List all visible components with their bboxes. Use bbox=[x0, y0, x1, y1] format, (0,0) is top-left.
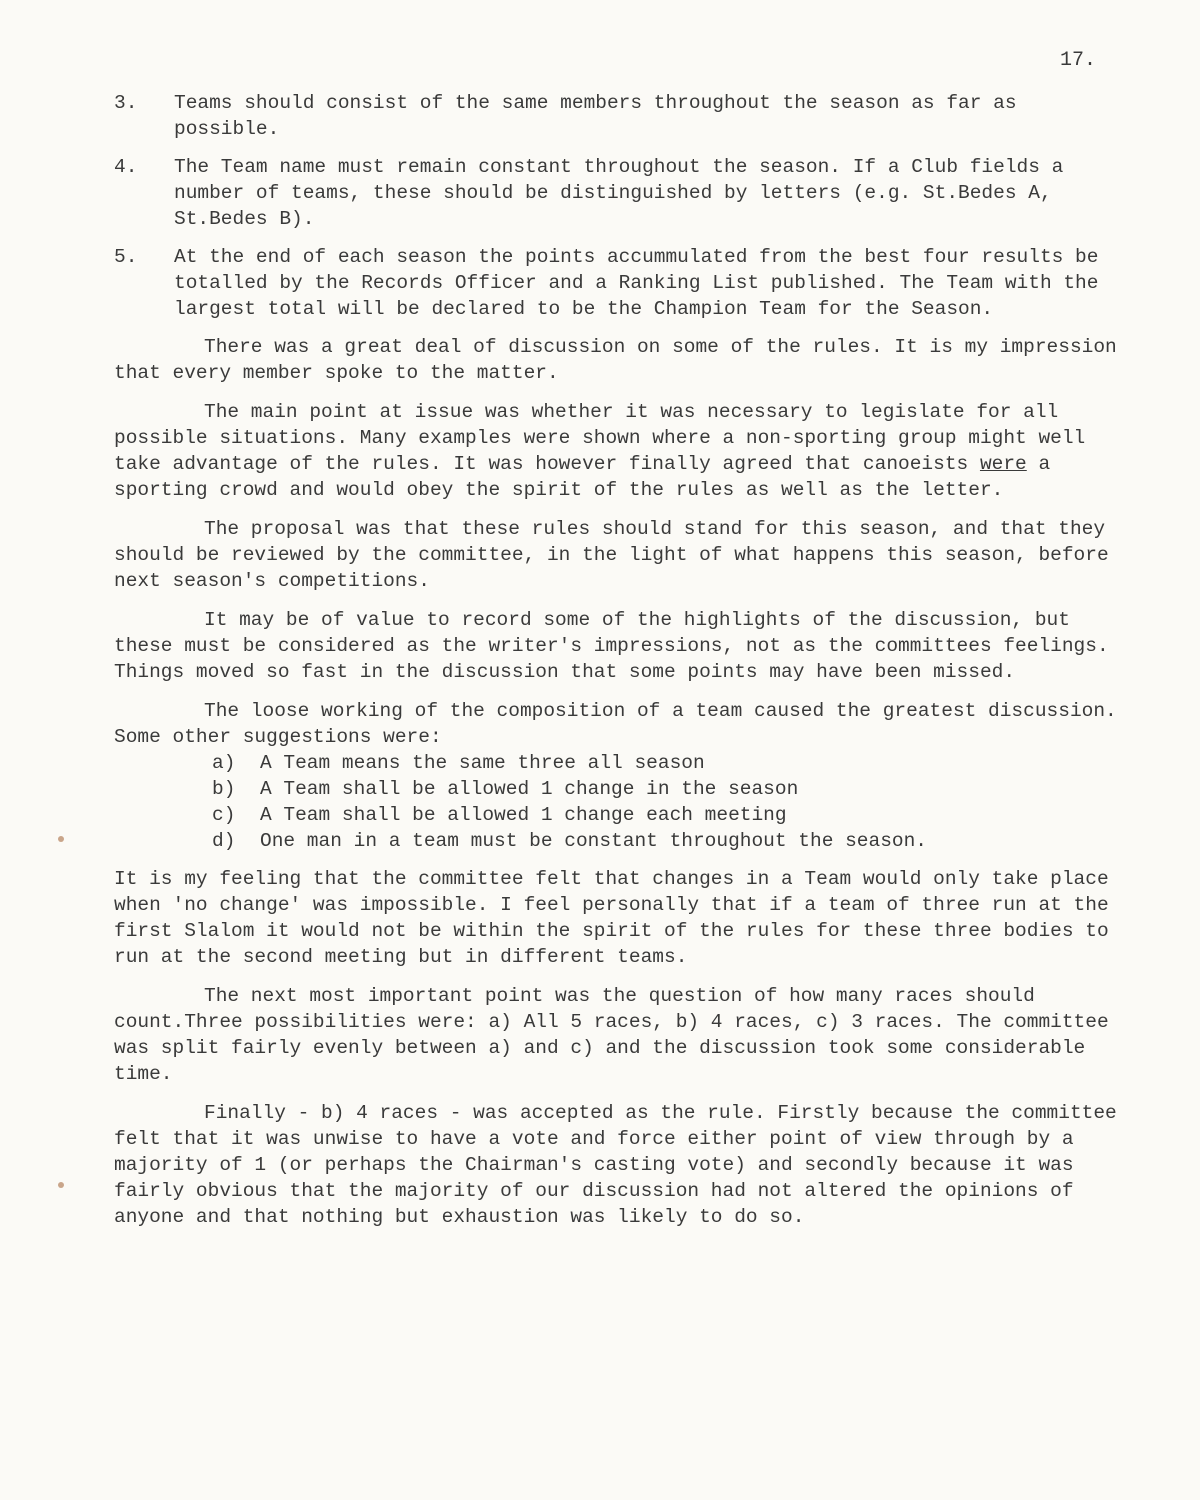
suggestion-text: One man in a team must be constant throughout the season. bbox=[260, 830, 928, 852]
document-body bbox=[114, 90, 1124, 1243]
suggestion-item bbox=[212, 776, 1124, 802]
rule-text: Teams should consist of the same members throughout the season as far as possible. bbox=[174, 92, 1017, 140]
suggestion-item bbox=[212, 750, 1124, 776]
suggestion-item bbox=[212, 802, 1124, 828]
suggestion-label: a) bbox=[212, 752, 236, 774]
suggestion-label: d) bbox=[212, 830, 236, 852]
paragraph-main-point bbox=[114, 399, 1124, 503]
paragraph-race-count: The next most important point was the question of how many races should count.Three possibilities were: a) All 5 races, b) 4 races, c) 3 races. The committee was split fairly evenly between a) and c) and the discussion took some considerable time. bbox=[114, 985, 1109, 1085]
rule-number: 3. bbox=[114, 92, 138, 114]
paragraph-feeling: It is my feeling that the committee felt that changes in a Team would only take place when 'no change' was impossible. I feel personally that if a team of three run at the first Slalom it would not be within the spirit of the rules for these three bodies to run at the second meeting but in different teams. bbox=[114, 868, 1109, 968]
suggestion-label: c) bbox=[212, 804, 236, 826]
paragraph-team-composition: The loose working of the composition of a team caused the greatest discussion. Some other suggestions were: bbox=[114, 700, 1117, 748]
page-number: 17. bbox=[1059, 49, 1096, 72]
suggestion-text: A Team shall be allowed 1 change each meeting bbox=[260, 804, 787, 826]
paragraph-discussion: There was a great deal of discussion on some of the rules. It is my impression that every member spoke to the matter. bbox=[114, 336, 1117, 384]
suggestion-text: A Team means the same three all season bbox=[260, 752, 705, 774]
text-segment: The main point at issue was whether it was necessary to legislate for all possible situations. Many examples were shown where a non-sporting group might well take advantage of the rules. It was however finally agreed that canoeists bbox=[114, 401, 1086, 475]
rule-item bbox=[114, 90, 1124, 142]
paragraph-proposal: The proposal was that these rules should stand for this season, and that they should be reviewed by the committee, in the light of what happens this season, before next season's competitions. bbox=[114, 518, 1109, 592]
suggestion-list bbox=[212, 750, 1124, 854]
rule-number: 5. bbox=[114, 246, 138, 268]
rule-text: The Team name must remain constant throughout the season. If a Club fields a number of teams, these should be distinguished by letters (e.g. St.Bedes A, St.Bedes B). bbox=[174, 156, 1064, 230]
suggestion-text: A Team shall be allowed 1 change in the season bbox=[260, 778, 799, 800]
paragraph-highlights: It may be of value to record some of the highlights of the discussion, but these must be considered as the writer's impressions, not as the committees feelings. Things moved so fast in the discussion that some points may have been missed. bbox=[114, 609, 1109, 683]
rule-item bbox=[114, 154, 1124, 232]
rule-text: At the end of each season the points accummulated from the best four results be totalled by the Records Officer and a Ranking List published. The Team with the largest total will be declared to be the Champion Team for the Season. bbox=[174, 246, 1099, 320]
underlined-word: were bbox=[979, 453, 1027, 475]
suggestion-label: b) bbox=[212, 778, 236, 800]
rule-number: 4. bbox=[114, 156, 138, 178]
paragraph-conclusion: Finally - b) 4 races - was accepted as the rule. Firstly because the committee felt that it was unwise to have a vote and force either point of view through by a majority of 1 (or perhaps the Chairman's casting vote) and secondly because it was fairly obvious that the majority of our discussion had not altered the opinions of anyone and that nothing but exhaustion was likely to do so. bbox=[114, 1102, 1117, 1228]
suggestion-item bbox=[212, 828, 1124, 854]
rule-item bbox=[114, 244, 1124, 322]
text-segment: a sporting crowd and would obey the spirit of the rules as well as the letter. bbox=[114, 453, 1051, 501]
paper-speck bbox=[58, 1182, 64, 1188]
paper-speck bbox=[58, 836, 64, 842]
